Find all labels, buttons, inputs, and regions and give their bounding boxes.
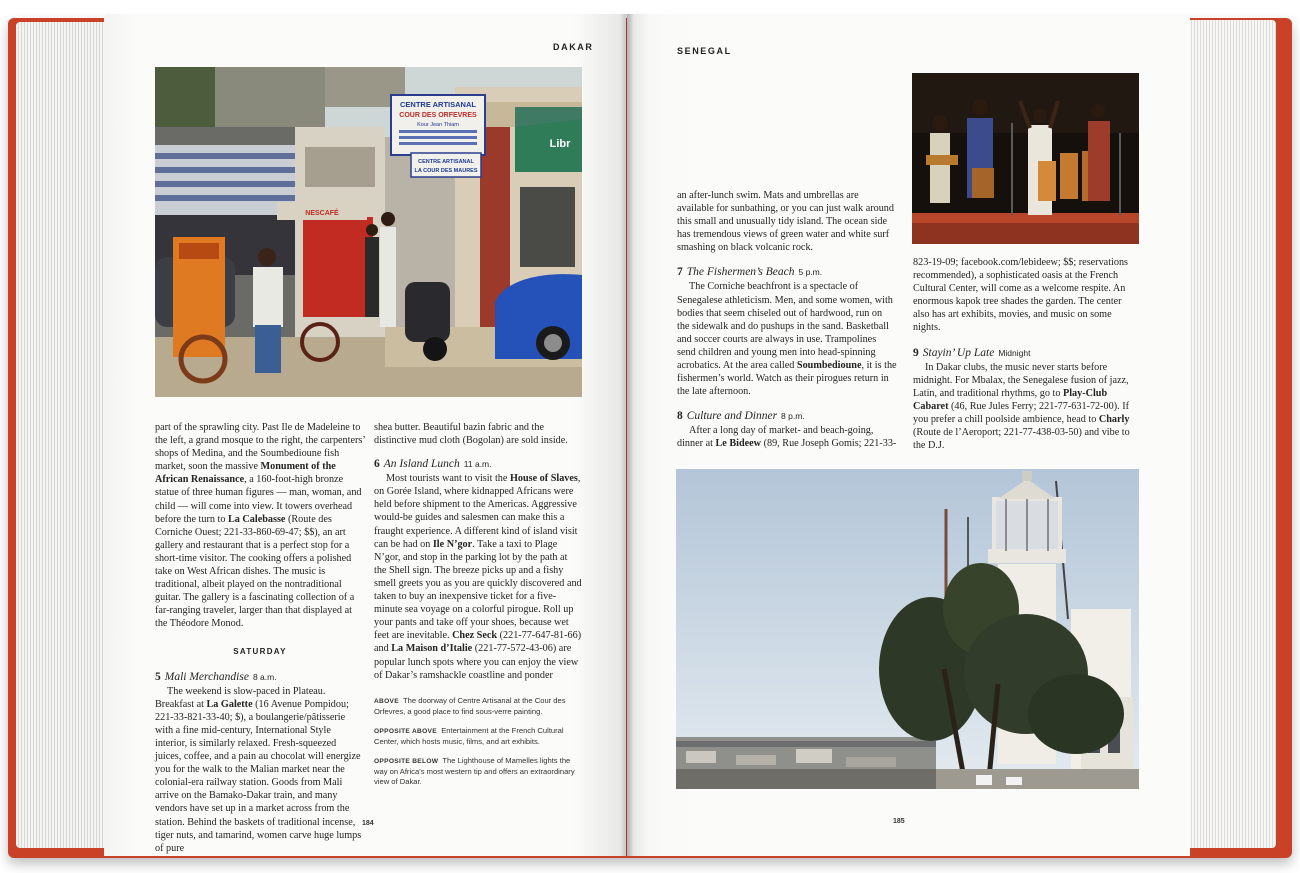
place-ile-ngor: Ile N’gor [432,538,473,550]
right-page-column-2 [913,256,1139,452]
book-gutter [620,14,634,856]
caption-text: Entertainment at the French Cultural Center, which hosts music, films, and art exhibits. [374,725,564,747]
photo-lighthouse [676,469,1139,789]
text-run: Most tourists want to visit the [386,473,510,485]
running-head-right: SENEGAL [677,46,732,56]
text-run: (Route des Corniche Ouest; 221-33-860-69-47; $$), an art gallery and restaurant that is a perfect stop for a short-time visitor. The cooking offers a polished take on West African dishes. The music is traditional, albeit played on the nontraditional guitar. The gallery is a fascinating collection of a far-ranging traveler, larger than that displayed at the Théodore Monod. [155,513,355,630]
text-run: The weekend is slow-paced in Plateau. Breakfast at [155,685,326,710]
item-time: 5 p.m. [798,267,823,278]
place-charly: Charly [1098,413,1130,425]
place-la-maison-ditalie: La Maison d’Italie [391,643,473,655]
text-run: (221-77-572-43-06) are popular lunch spots where you can enjoy the view of Dakar’s ramshackle coastline and ponder [374,643,579,681]
left-page-column-2 [374,421,582,682]
place-la-galette: La Galette [206,698,253,710]
page-edges-right [1188,20,1276,848]
photo-captions [374,696,582,796]
item-time: 8 a.m. [252,671,277,682]
item-number: 9 [913,346,919,359]
running-head-left: DAKAR [553,42,594,52]
caption-above [374,696,582,718]
awning-text: Libr [549,138,571,150]
text-run: After a long day of market- and beach-going, dinner at [677,425,874,450]
right-page-column-1 [677,189,897,451]
sign-kour-jean-thiam: Kour Jean Thiam [417,122,459,128]
sign-centre-artisanal-2: CENTRE ARTISANAL [418,159,474,165]
place-house-of-slaves: House of Slaves [509,473,578,485]
item-heading-5 [155,670,365,684]
item-number: 8 [677,410,683,423]
text-run: (Route de l’Aeroport; 221-77-438-03-50) and vibe to the D.J. [913,427,1130,452]
item-title: The Fishermen’s Beach [686,266,795,279]
paragraph-item-9 [913,361,1139,453]
section-head-saturday: SATURDAY [233,646,287,656]
item-heading-9 [913,346,1139,360]
page-number-right: 185 [893,818,905,825]
place-soumbedioune: Soumbedioune [796,360,862,372]
paragraph-item-5 [155,685,365,855]
item-number: 6 [374,458,380,471]
text-run: , on Gorée Island, where kidnapped Africans were held before shipment to the Americas. Aggressive would-be guides and salesmen can make this a fraught experience. A different kind of island visit can be had on [374,473,581,550]
text-run: . Take a taxi to Plage N’gor, and stop in the parking lot by the path at the Shell sign. The breeze picks up and a fishy smell greets you as you are quickly discovered and taken to buy an inexpensive ticket for a five-minute sea voyage on a colorful pirogue. Roll up your pants and take off your shoes, because wet feet are inevitable. [374,538,582,642]
text-run: (221-77-647-81-66) and [374,630,582,655]
sign-cour-des-orfevres: COUR DES ORFEVRES [399,112,477,119]
item-title: Stayin’ Up Late [922,346,995,359]
item-heading-8 [677,409,897,423]
page-number-left: 184 [362,820,374,827]
text-run: , a 160-foot-high bronze statue of three human figures — man, woman, and child — will come into view. It towers overhead before the turn to [155,474,362,525]
place-la-calebasse: La Calebasse [227,513,286,525]
text-run: The Corniche beachfront is a spectacle of Senegalese athleticism. Men, and some women, with bodies that seem chiseled out of hardwood, run on the sidewalk and do pushups in the sand. Basketball and soccer courts are always in use. Trampolines send children and young men into head-spinning acrobatics. At the area called [677,281,893,372]
item-number: 5 [155,670,161,683]
text-run: (46, Rue Jules Ferry; 221-77-631-72-00). If you prefer a chill poolside ambience, head to [913,400,1129,425]
text-run: , it is the fishermen’s world. Watch as their pirogues return in the late afternoon. [677,360,897,398]
sign-centre-artisanal: CENTRE ARTISANAL [400,100,476,109]
caption-text: The doorway of Centre Artisanal at the Cour des Orfevres, a good place to find sous-verre painting. [374,696,566,717]
paragraph-after-lunch-swim: an after-lunch swim. Mats and umbrellas are available for sunbathing, or you can just walk around this small and unusually tidy island. The ocean side has tremendous views of green water and white surf smashing on black volcanic rock. [677,190,894,254]
caption-label: OPPOSITE BELOW [374,757,439,765]
place-le-bideew: Le Bideew [715,438,762,450]
paragraph-item-7 [677,280,897,398]
sign-cour-des-maures: LA COUR DES MAURES [414,168,478,174]
place-chez-seck: Chez Seck [452,630,498,642]
paragraph-le-bideew-continued: 823-19-09; facebook.com/lebideew; $$; reservations recommended), a sophisticated oasis at the French Cultural Center, will come as a welcome respite. An enormous kapok tree shades the garden. The center also has art exhibits, movies, and music on some nights. [913,257,1129,334]
text-run: In Dakar clubs, the music never starts before midnight. For Mbalax, the Senegalese fusion of jazz, Latin, and traditional rhythms, go to [913,361,1129,399]
item-number: 7 [677,266,683,279]
item-time: 8 p.m. [781,411,805,422]
paragraph-item-8 [677,424,897,450]
item-title: Culture and Dinner [686,410,778,423]
caption-opposite-below [374,756,582,788]
caption-label: ABOVE [374,698,399,705]
text-run: (16 Avenue Pompidou; 221-33-821-33-40; $), a boulangerie/pâtisserie with a fine mid-century, International Style interior, is similarly relaxed. Fresh-squeezed juices, coffee, and a pain au chocolat will energize you for the walk to the Malian market near the colonial-era railway station. Goods from Mali arrive on the Bamako-Dakar train, and many vendors have set up in a market across from the station. Behind the baskets of traditional incense, tiger nuts, and tamarind, women carve huge lumps of pure [155,698,362,854]
photo-market-street [155,67,582,397]
caption-label: OPPOSITE ABOVE [374,727,437,735]
text-run: (89, Rue Joseph Gomis; 221-33- [761,438,897,450]
photo-stage-performance [912,73,1139,244]
item-title: An Island Lunch [383,458,460,471]
caption-text: The Lighthouse of Mamelles lights the way on Africa’s most western tip and offers an extraordinary view of Dakar. [374,755,575,787]
caption-opposite-above [374,726,582,748]
paragraph-shea-butter: shea butter. Beautiful bazin fabric and the distinctive mud cloth (Bogolan) are sold inside. [374,422,568,447]
left-page-column-1 [155,421,365,855]
cart-sign: NESCAFÉ [305,210,339,217]
item-heading-6 [374,457,582,471]
text-run: part of the sprawling city. Past Ile de Madeleine to the left, a grand mosque to the right, the carpenters’ shops of Medina, and the Soumbedioune fish market, soon the massive [155,422,365,473]
page-edges-left [16,22,112,848]
item-time: 11 a.m. [463,459,492,470]
item-heading-7 [677,265,897,279]
paragraph-item-6 [374,472,582,682]
paragraph-intro [155,421,365,631]
item-time: Midnight [998,347,1031,358]
item-title: Mali Merchandise [164,670,249,683]
place-play-club-cabaret: Play-Club Cabaret [913,387,1108,412]
place-monument-african-renaissance: Monument of the African Renaissance [155,461,336,486]
